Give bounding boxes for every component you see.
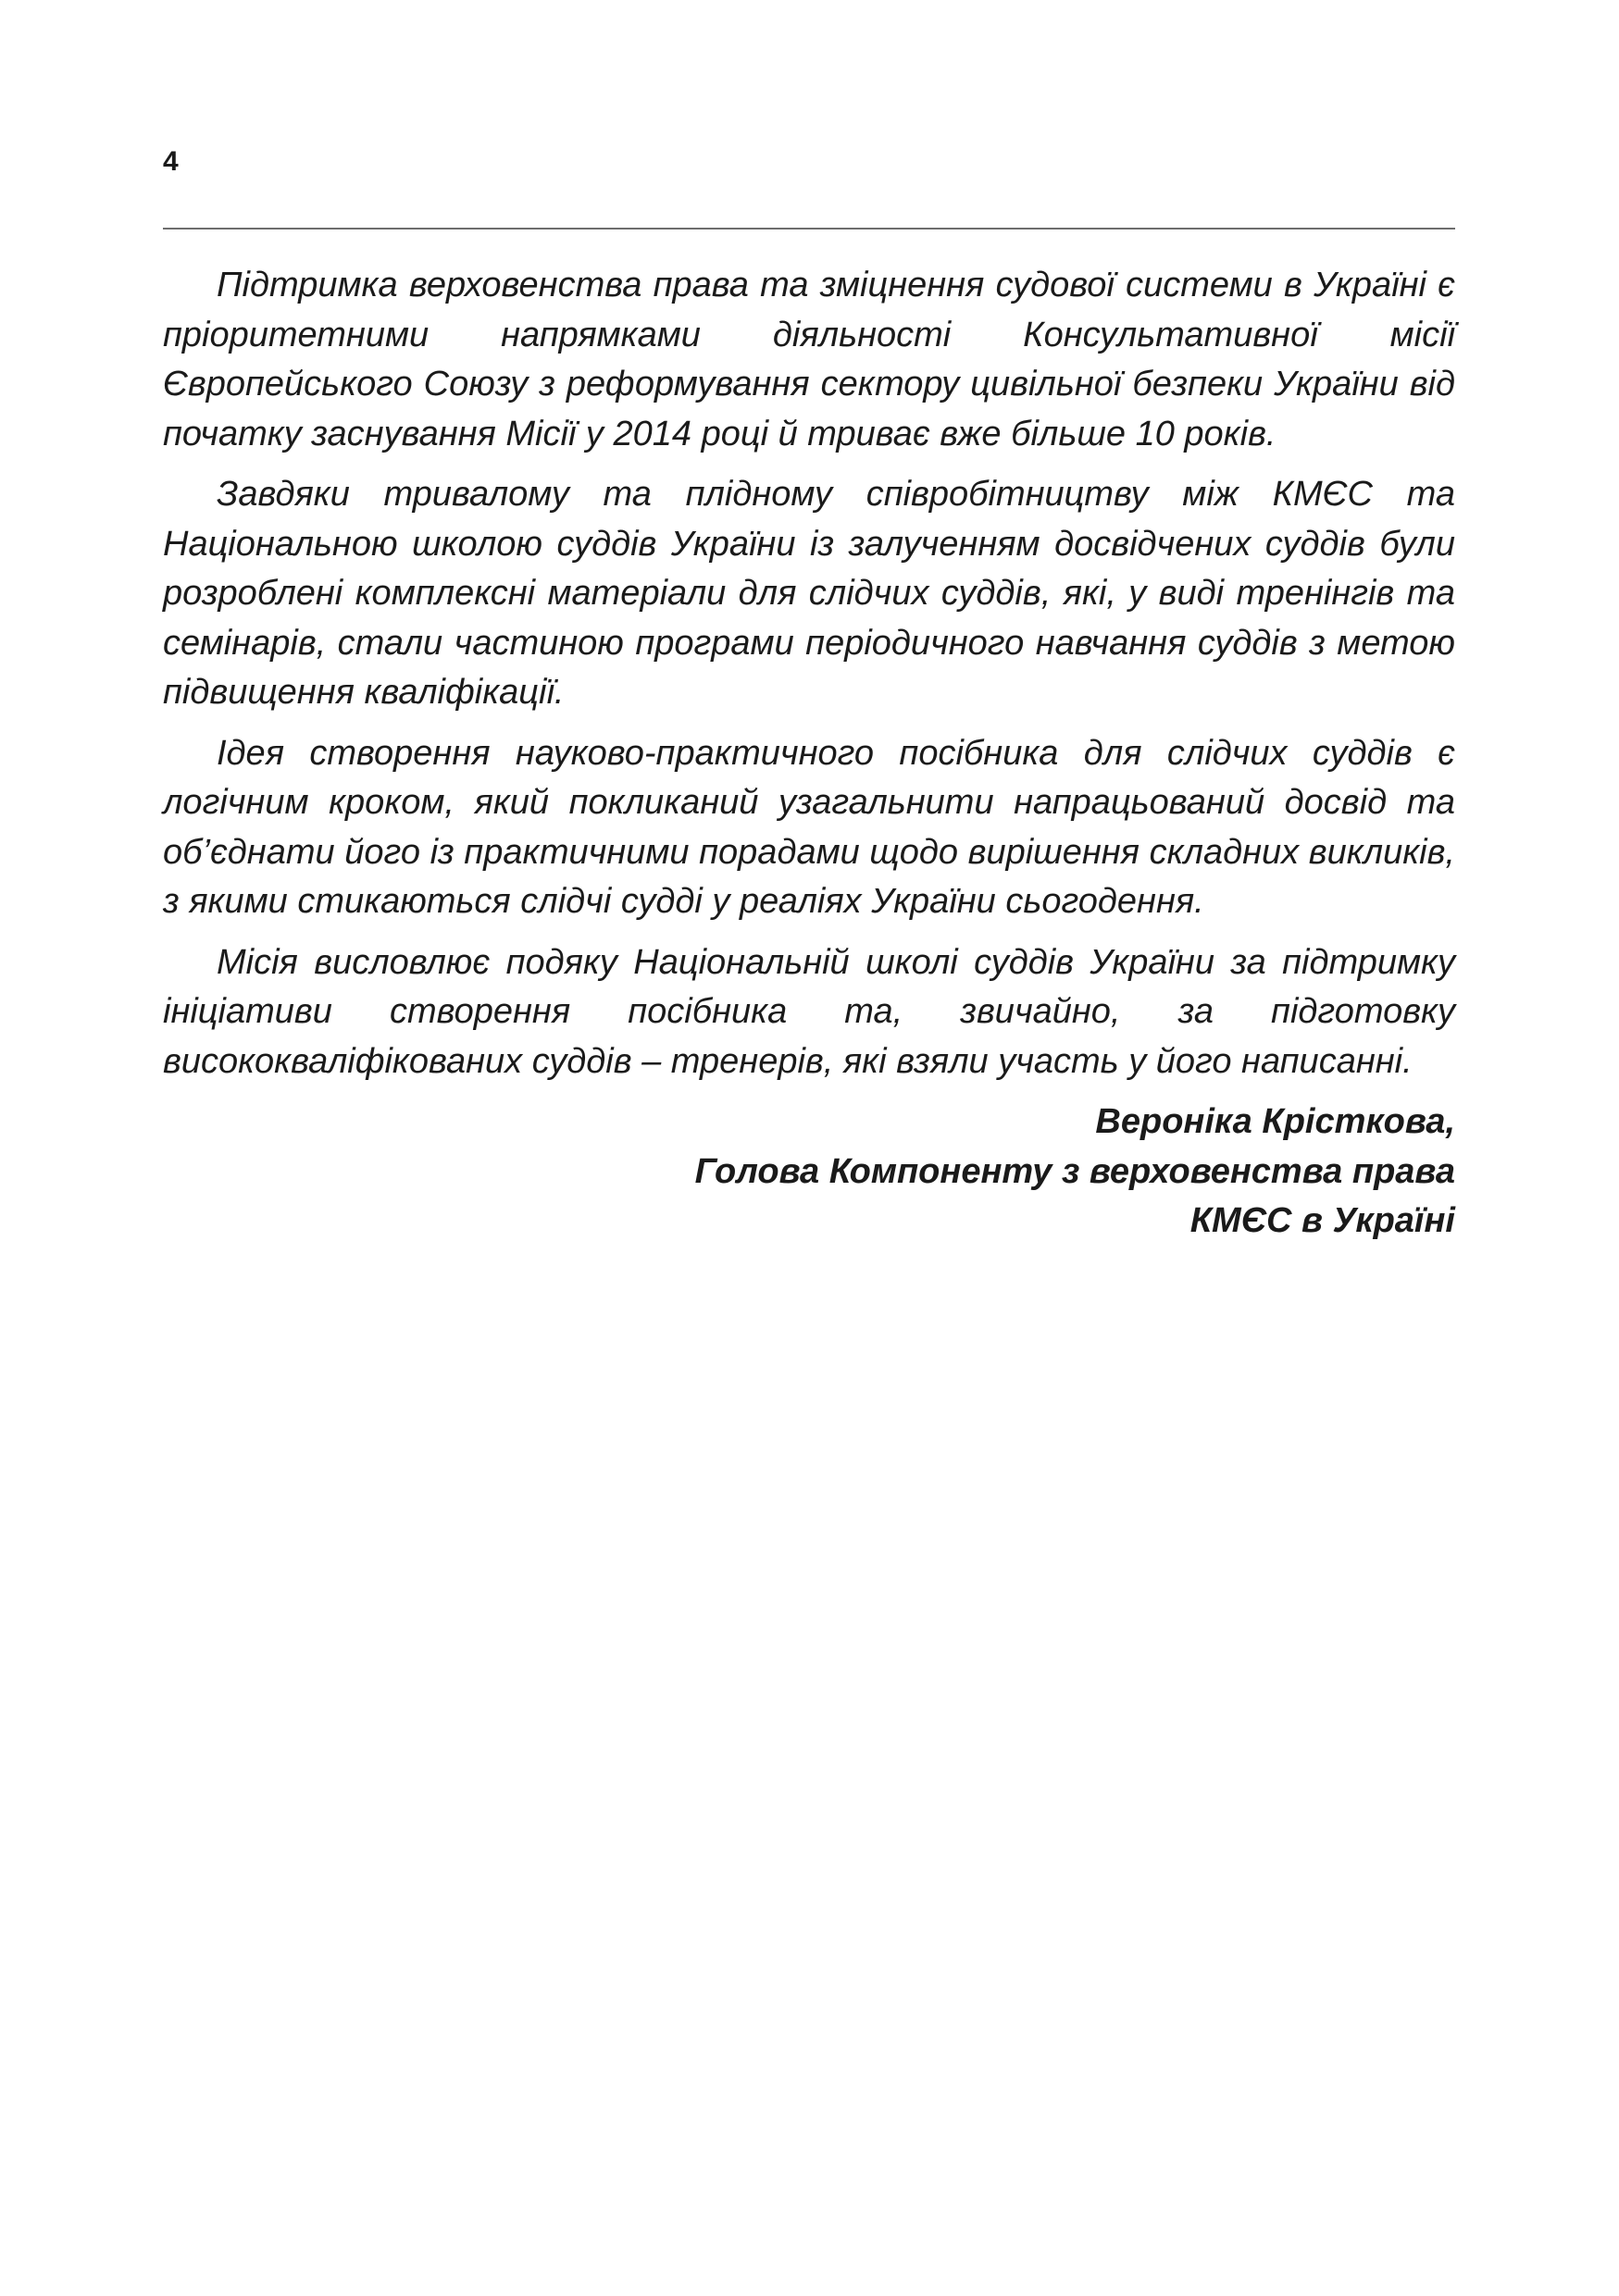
header-divider bbox=[163, 228, 1455, 230]
paragraph-2: Завдяки тривалому та плідному співробітництву між КМЄС та Національною школою суддів України із залученням досвідчених суддів були розроблені комплексні матеріали для слідчих суддів, які, у виді тренінгів та семінарів, стали частиною програми періодичного навчання суддів з метою підвищення кваліфікації. bbox=[163, 475, 1455, 712]
paragraph-3: Ідея створення науково-практичного посібника для слідчих суддів є логічним кроком, який покликаний узагальнити напрацьований досвід та об’єднати його із практичними порадами щодо вирішення складних викликів, з якими стикаються слідчі судді у реаліях України сьогодення. bbox=[163, 733, 1455, 921]
paragraph-1: Підтримка верховенства права та зміцнення судової системи в Україні є пріоритетними напрямками діяльності Консультативної місії Європейського Союзу з реформування сектору цивільної безпеки України від початку заснування Місії у 2014 році й триває вже більше 10 років. bbox=[163, 266, 1455, 453]
page-number: 4 bbox=[163, 146, 179, 177]
body-text bbox=[163, 261, 1455, 1098]
signature-position: Голова Компоненту з верховенства права bbox=[694, 1151, 1455, 1191]
signature-organization: КМЄС в Україні bbox=[1189, 1201, 1455, 1240]
signature-name: Вероніка Крісткова, bbox=[1095, 1102, 1455, 1141]
signature-block bbox=[695, 1098, 1455, 1247]
paragraph-4: Місія висловлює подяку Національній школі суддів України за підтримку ініціативи створення посібника та, звичайно, за підготовку висококваліфікованих суддів – тренерів, які взяли участь у його написанні. bbox=[163, 942, 1455, 1081]
